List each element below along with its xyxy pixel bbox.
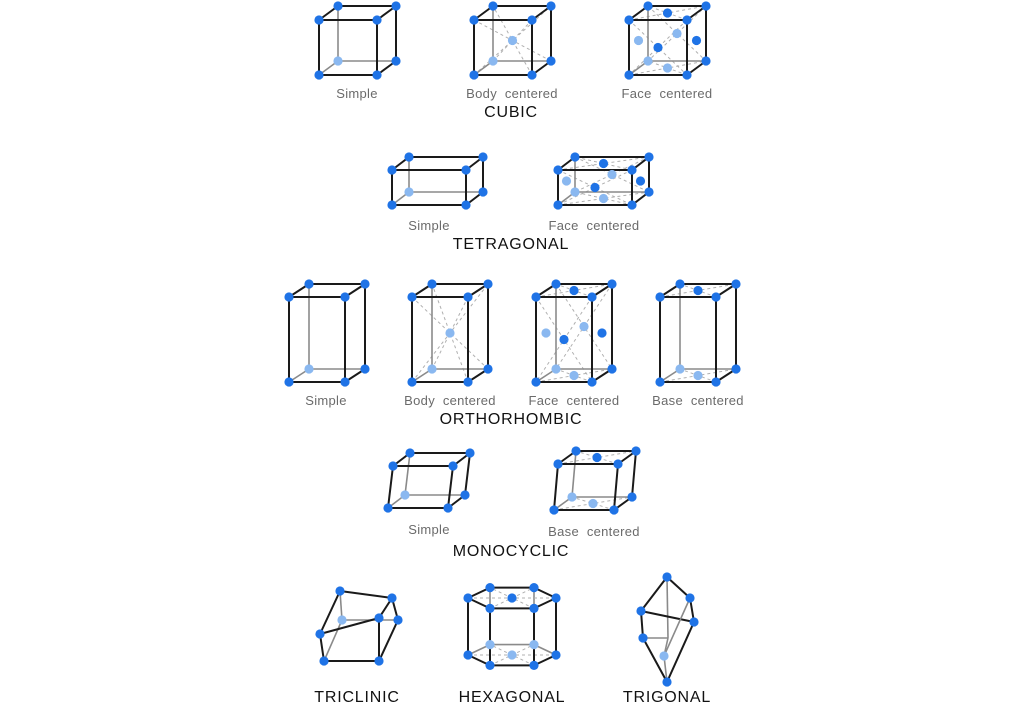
orthorhombic-face-centered-cell	[531, 279, 616, 386]
corner-atom	[374, 656, 383, 665]
tetragonal-face-centered-cell	[553, 152, 653, 209]
triclinic-title: TRICLINIC	[314, 689, 400, 706]
corner-atom	[387, 200, 396, 209]
corner-atom	[488, 1, 497, 10]
corner-atom	[553, 459, 562, 468]
corner-atom	[443, 503, 452, 512]
corner-atom-hidden	[675, 364, 684, 373]
face-center-atom	[590, 183, 599, 192]
corner-atom	[627, 492, 636, 501]
corner-atom	[531, 377, 540, 386]
orthorhombic-face-centered-label: Face centered	[528, 393, 620, 408]
corner-atom-hidden	[337, 615, 346, 624]
corner-atom	[485, 604, 494, 613]
face-center-atom	[653, 43, 662, 52]
corner-atom	[319, 656, 328, 665]
orthorhombic-simple-label: Simple	[305, 393, 347, 408]
corner-atom	[549, 505, 558, 514]
corner-atom	[731, 364, 740, 373]
corner-atom	[624, 15, 633, 24]
face-center-atom	[579, 322, 588, 331]
corner-atom-hidden	[400, 490, 409, 499]
corner-atom	[655, 292, 664, 301]
corner-atom	[711, 377, 720, 386]
corner-atom	[689, 617, 698, 626]
face-center-atom	[636, 176, 645, 185]
corner-atom-hidden	[427, 364, 436, 373]
tetragonal-title: TETRAGONAL	[452, 236, 570, 253]
orthorhombic-simple-cell	[284, 279, 369, 386]
hidden-edge	[572, 451, 576, 497]
base-center-atom	[588, 499, 597, 508]
corner-atom	[478, 187, 487, 196]
cubic-body-centered-cell	[469, 1, 555, 79]
cell-edge	[340, 591, 392, 598]
corner-atom	[405, 448, 414, 457]
cell-edge	[465, 453, 470, 495]
cell-edge	[554, 464, 558, 510]
corner-atom	[546, 56, 555, 65]
corner-atom	[701, 56, 710, 65]
corner-atom	[463, 650, 472, 659]
corner-atom	[587, 292, 596, 301]
cell-edge	[667, 577, 690, 598]
tetragonal-simple-label: Simple	[408, 218, 450, 233]
corner-atom-hidden	[485, 640, 494, 649]
corner-atom	[551, 279, 560, 288]
corner-atom	[685, 593, 694, 602]
tetragonal-simple-cell	[387, 152, 487, 209]
corner-atom	[662, 677, 671, 686]
corner-atom	[551, 593, 560, 602]
corner-atom	[387, 593, 396, 602]
corner-atom	[340, 292, 349, 301]
corner-atom	[636, 606, 645, 615]
corner-atom	[529, 604, 538, 613]
corner-atom	[404, 152, 413, 161]
corner-atom-hidden	[567, 492, 576, 501]
corner-atom	[527, 15, 536, 24]
corner-atom	[531, 292, 540, 301]
corner-atom	[460, 490, 469, 499]
corner-atom	[461, 200, 470, 209]
base-center-atom	[693, 286, 702, 295]
corner-atom	[483, 364, 492, 373]
corner-atom	[731, 279, 740, 288]
corner-atom	[387, 165, 396, 174]
face-center-atom	[692, 36, 701, 45]
hexagonal-title: HEXAGONAL	[458, 689, 566, 706]
corner-atom	[546, 1, 555, 10]
trigonal-title: TRIGONAL	[622, 689, 712, 706]
face-center-atom	[607, 170, 616, 179]
face-center-atom	[597, 328, 606, 337]
corner-atom	[478, 152, 487, 161]
cubic-face-centered-label: Face centered	[621, 86, 713, 101]
trigonal-cell	[636, 572, 698, 686]
face-center-atom	[562, 176, 571, 185]
corner-atom	[372, 70, 381, 79]
cell-edge	[614, 464, 618, 510]
corner-atom	[315, 629, 324, 638]
orthorhombic-body-centered-label: Body centered	[404, 393, 496, 408]
corner-atom	[627, 200, 636, 209]
cell-edge	[388, 466, 393, 508]
corner-atom	[701, 1, 710, 10]
corner-atom	[587, 377, 596, 386]
monocyclic-base-centered-cell	[549, 446, 640, 514]
face-center-atom	[569, 286, 578, 295]
corner-atom	[427, 279, 436, 288]
corner-atom-hidden	[333, 56, 342, 65]
face-center-atom	[663, 63, 672, 72]
cell-edge	[448, 466, 453, 508]
corner-atom-hidden	[570, 187, 579, 196]
corner-atom	[483, 279, 492, 288]
corner-atom	[335, 586, 344, 595]
base-center-atom	[507, 650, 516, 659]
corner-atom	[662, 572, 671, 581]
cell-edge	[632, 451, 636, 497]
face-center-atom	[599, 159, 608, 168]
monocyclic-simple-cell	[383, 448, 474, 512]
orthorhombic-base-centered-cell	[655, 279, 740, 386]
corner-atom	[360, 279, 369, 288]
corner-atom	[469, 15, 478, 24]
corner-atom	[372, 15, 381, 24]
corner-atom	[485, 583, 494, 592]
corner-atom-hidden	[488, 56, 497, 65]
face-center-atom	[634, 36, 643, 45]
corner-atom	[314, 70, 323, 79]
cubic-face-centered-cell	[624, 1, 710, 79]
face-center-atom	[559, 335, 568, 344]
base-center-atom	[507, 593, 516, 602]
corner-atom	[374, 613, 383, 622]
face-center-atom	[672, 29, 681, 38]
corner-atom	[333, 1, 342, 10]
corner-atom	[461, 165, 470, 174]
corner-atom	[284, 292, 293, 301]
corner-atom	[407, 377, 416, 386]
corner-atom	[485, 661, 494, 670]
corner-atom	[463, 377, 472, 386]
corner-atom	[675, 279, 684, 288]
corner-atom	[304, 279, 313, 288]
corner-atom	[624, 70, 633, 79]
orthorhombic-base-centered-label: Base centered	[652, 393, 744, 408]
monocyclic-simple-label: Simple	[408, 522, 450, 537]
corner-atom	[682, 70, 691, 79]
monocyclic-title: MONOCYCLIC	[452, 543, 570, 560]
corner-atom	[631, 446, 640, 455]
face-center-atom	[569, 371, 578, 380]
hidden-edge	[667, 577, 668, 638]
cubic-simple-cell	[314, 1, 400, 79]
corner-atom	[571, 446, 580, 455]
corner-atom	[644, 187, 653, 196]
body-center-atom	[508, 36, 517, 45]
hidden-edge	[405, 453, 410, 495]
face-center-atom	[541, 328, 550, 337]
corner-atom	[388, 461, 397, 470]
corner-atom-hidden	[551, 364, 560, 373]
corner-atom	[643, 1, 652, 10]
triclinic-cell	[315, 586, 402, 665]
corner-atom-hidden	[643, 56, 652, 65]
corner-atom	[682, 15, 691, 24]
corner-atom	[391, 1, 400, 10]
face-center-atom	[663, 8, 672, 17]
corner-atom	[391, 56, 400, 65]
corner-atom	[284, 377, 293, 386]
corner-atom	[607, 364, 616, 373]
corner-atom-hidden	[659, 651, 668, 660]
corner-atom	[463, 292, 472, 301]
corner-atom	[407, 292, 416, 301]
corner-atom	[393, 615, 402, 624]
corner-atom	[711, 292, 720, 301]
corner-atom	[570, 152, 579, 161]
cubic-title: CUBIC	[484, 104, 538, 121]
corner-atom	[553, 165, 562, 174]
cubic-simple-label: Simple	[336, 86, 378, 101]
cell-edge	[379, 620, 398, 661]
corner-atom	[627, 165, 636, 174]
corner-atom	[463, 593, 472, 602]
corner-atom	[607, 279, 616, 288]
corner-atom-hidden	[304, 364, 313, 373]
tetragonal-face-centered-label: Face centered	[548, 218, 640, 233]
corner-atom	[314, 15, 323, 24]
corner-atom	[360, 364, 369, 373]
corner-atom	[465, 448, 474, 457]
monocyclic-base-centered-label: Base centered	[548, 524, 640, 539]
corner-atom	[613, 459, 622, 468]
orthorhombic-title: ORTHORHOMBIC	[439, 411, 583, 428]
corner-atom-hidden	[404, 187, 413, 196]
corner-atom	[469, 70, 478, 79]
corner-atom	[638, 633, 647, 642]
cell-edge	[320, 591, 340, 634]
face-center-atom	[599, 194, 608, 203]
corner-atom	[383, 503, 392, 512]
corner-atom	[529, 583, 538, 592]
corner-atom	[340, 377, 349, 386]
corner-atom	[448, 461, 457, 470]
base-center-atom	[592, 453, 601, 462]
cubic-body-centered-label: Body centered	[466, 86, 558, 101]
corner-atom	[529, 661, 538, 670]
base-center-atom	[693, 371, 702, 380]
cell-edge	[641, 577, 667, 611]
hexagonal-cell	[463, 583, 560, 670]
corner-atom	[609, 505, 618, 514]
orthorhombic-body-centered-cell	[407, 279, 492, 386]
corner-atom	[551, 650, 560, 659]
corner-atom	[655, 377, 664, 386]
corner-atom	[553, 200, 562, 209]
corner-atom	[644, 152, 653, 161]
cell-edge	[667, 622, 694, 682]
hidden-edge	[324, 620, 342, 661]
corner-atom-hidden	[529, 640, 538, 649]
body-center-atom	[445, 328, 454, 337]
corner-atom	[527, 70, 536, 79]
